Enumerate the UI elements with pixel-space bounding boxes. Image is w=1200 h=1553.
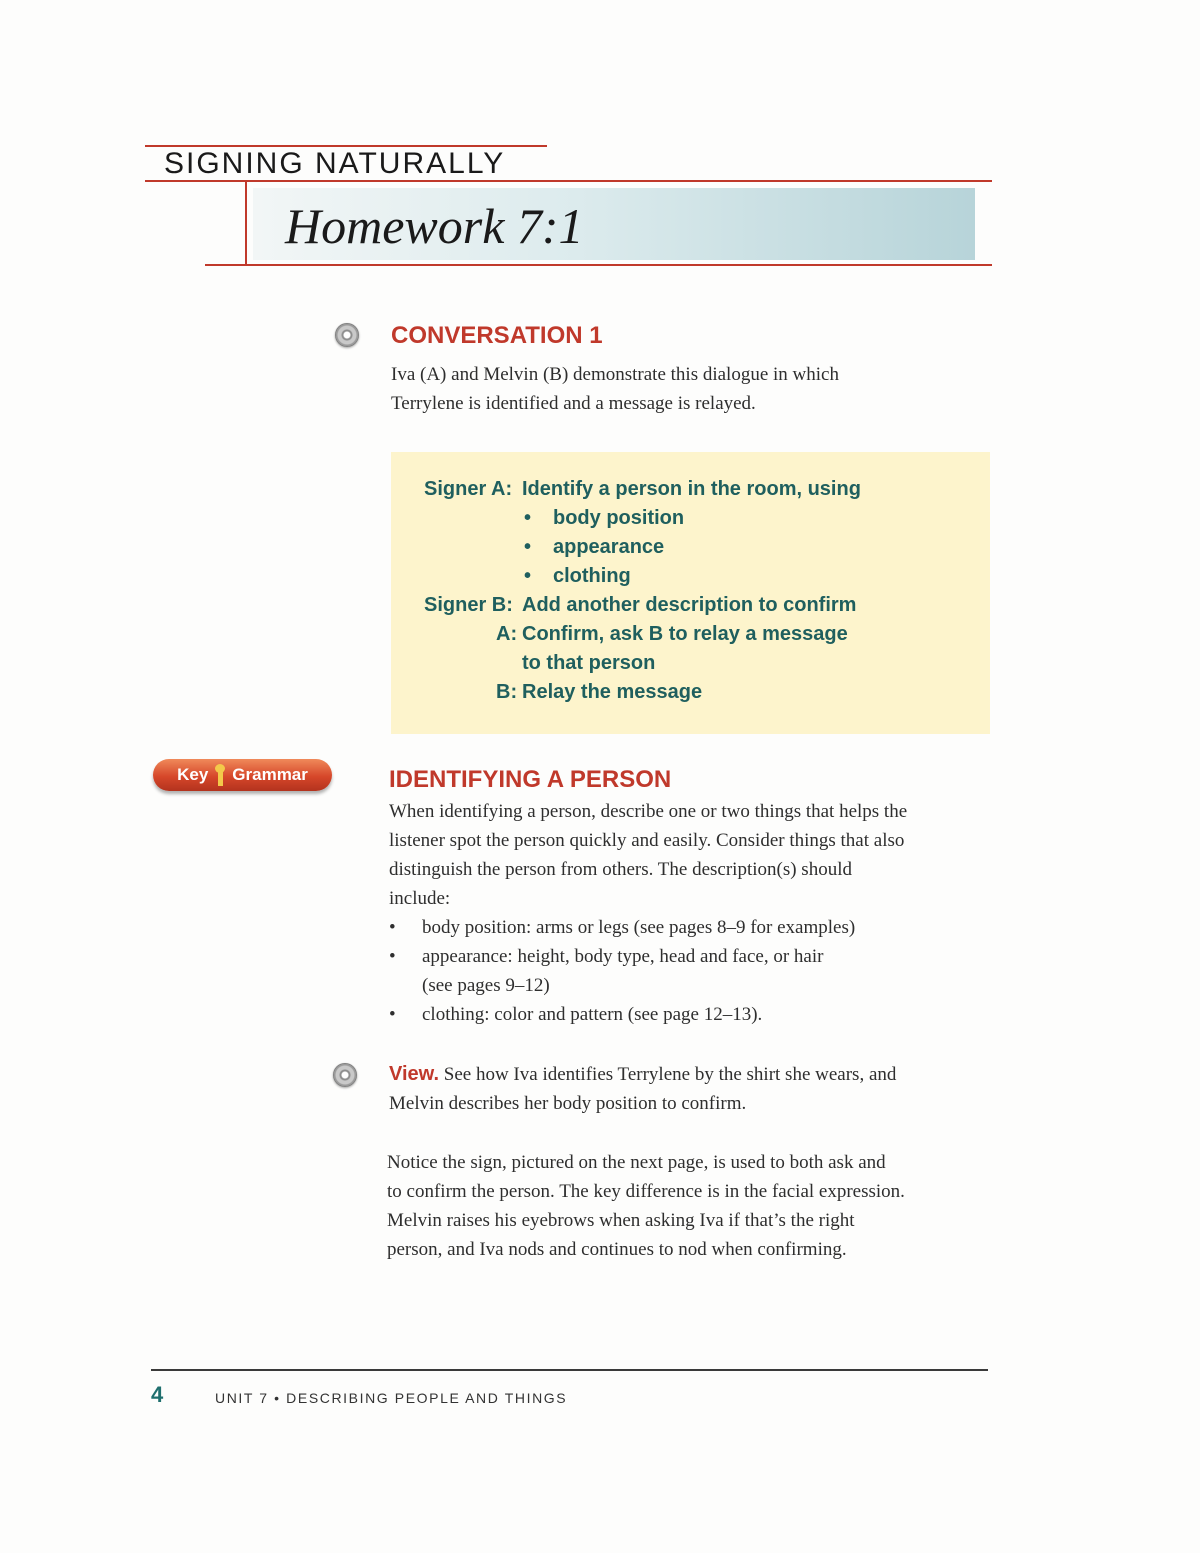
key-grammar-badge	[153, 759, 332, 791]
signer-b-text: Add another description to confirm	[522, 594, 857, 616]
view-disc-icon[interactable]	[333, 1063, 357, 1087]
paragraph-line: distinguish the person from others. The description(s) should	[389, 859, 852, 880]
dialogue-bullet: •	[524, 565, 532, 587]
b-label: B:	[496, 681, 518, 703]
view-paragraph	[389, 1060, 999, 1118]
list-item-text-continued: (see pages 9–12)	[422, 975, 550, 996]
dialogue-bullet-text: appearance	[553, 536, 665, 558]
conversation-heading: CONVERSATION 1	[391, 322, 603, 349]
series-title: SIGNING NATURALLY	[164, 147, 506, 180]
paragraph-line: When identifying a person, describe one or two things that helps the	[389, 801, 908, 822]
banner-vertical-rule	[245, 180, 247, 264]
notice-paragraph	[387, 1148, 999, 1264]
a-text-continued: to that person	[522, 652, 656, 674]
list-item	[389, 942, 999, 1000]
bullet-dot: •	[389, 917, 396, 938]
identifying-heading: IDENTIFYING A PERSON	[389, 766, 672, 793]
video-disc-icon[interactable]	[335, 323, 359, 347]
intro-line: Iva (A) and Melvin (B) demonstrate this dialogue in which	[391, 364, 839, 385]
homework-title: Homework 7:1	[285, 198, 584, 254]
footer-unit-text: UNIT 7 • DESCRIBING PEOPLE AND THINGS	[215, 1390, 568, 1406]
page-number: 4	[151, 1382, 164, 1407]
footer-rule	[151, 1369, 988, 1371]
list-item	[389, 913, 999, 942]
view-line: Melvin describes her body position to confirm.	[389, 1093, 747, 1114]
a-label: A:	[496, 623, 518, 645]
a-text: Confirm, ask B to relay a message	[522, 623, 848, 645]
bullet-dot: •	[389, 946, 396, 967]
view-line: See how Iva identifies Terrylene by the shirt she wears, and	[443, 1064, 897, 1085]
dialogue-bullet-text: body position	[553, 507, 685, 529]
notice-line: Notice the sign, pictured on the next page, is used to both ask and	[387, 1152, 886, 1173]
signer-a-text: Identify a person in the room, using	[522, 478, 861, 500]
list-item	[389, 1000, 999, 1029]
signer-a-label: Signer A:	[424, 478, 513, 500]
list-item-text: body position: arms or legs (see pages 8–9 for examples)	[422, 917, 856, 938]
dialogue-bullet: •	[524, 536, 532, 558]
list-item-text: appearance: height, body type, head and face, or hair	[422, 946, 824, 967]
notice-line: to confirm the person. The key difference is in the facial expression.	[387, 1181, 905, 1202]
signer-b-label: Signer B:	[424, 594, 513, 616]
dialogue-bullet: •	[524, 507, 532, 529]
b-text: Relay the message	[522, 681, 703, 703]
paragraph-line: include:	[389, 888, 451, 909]
key-grammar-grammar-label: Grammar	[232, 765, 308, 784]
key-grammar-key-label: Key	[177, 765, 209, 784]
view-label: View.	[389, 1063, 440, 1085]
identifying-paragraph	[389, 797, 999, 1029]
title-underline-rule	[145, 180, 992, 182]
key-icon	[214, 764, 226, 786]
notice-line: Melvin raises his eyebrows when asking Iva if that’s the right	[387, 1210, 855, 1231]
paragraph-line: listener spot the person quickly and easily. Consider things that also	[389, 830, 905, 851]
notice-line: person, and Iva nods and continues to nod when confirming.	[387, 1239, 847, 1260]
list-item-text: clothing: color and pattern (see page 12–13).	[422, 1004, 763, 1025]
banner-bottom-rule	[205, 264, 992, 266]
dialogue-bullet-text: clothing	[553, 565, 631, 587]
conversation-intro	[391, 360, 991, 418]
intro-line: Terrylene is identified and a message is relayed.	[391, 393, 756, 414]
bullet-dot: •	[389, 1004, 396, 1025]
